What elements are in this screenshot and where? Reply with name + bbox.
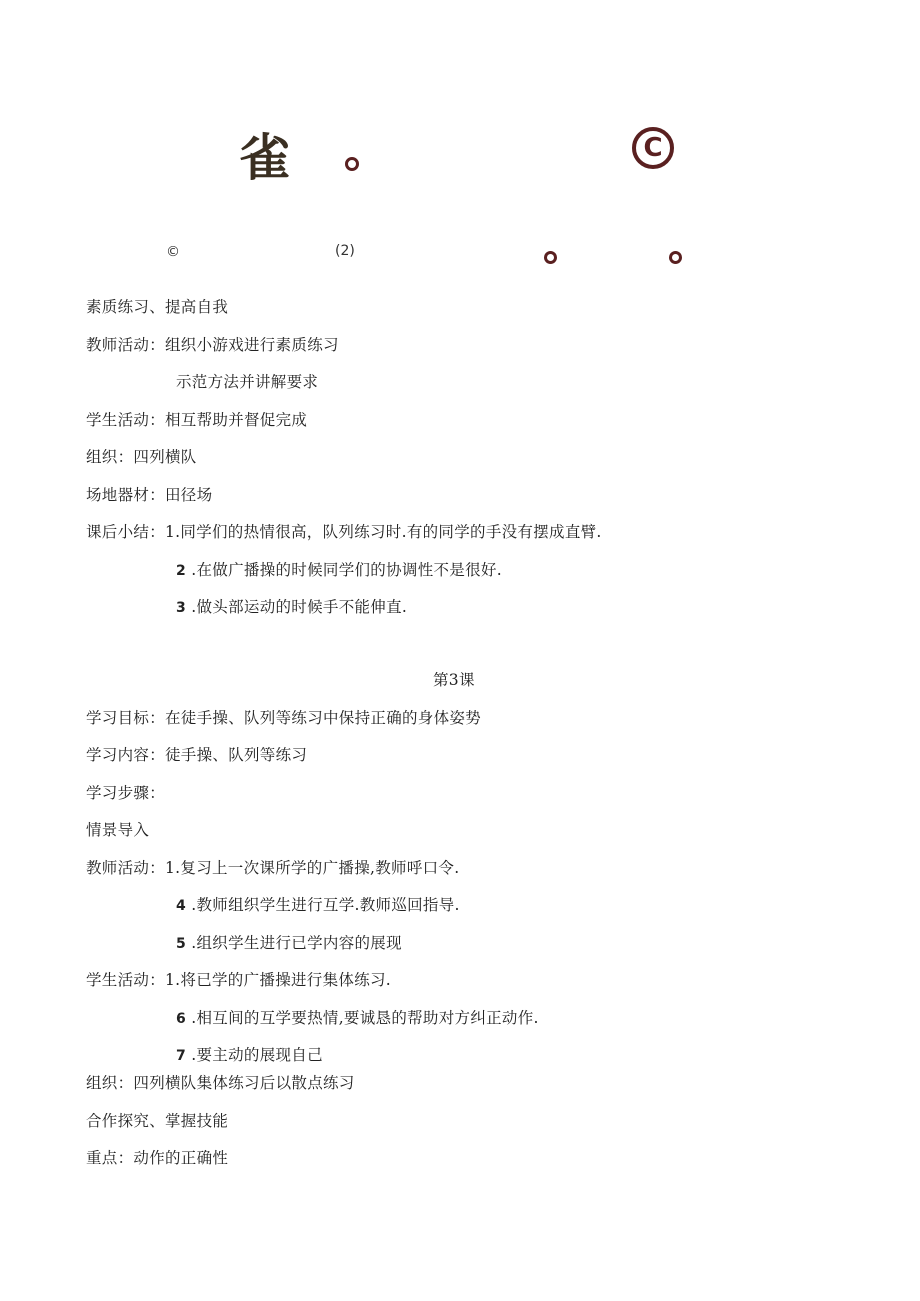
small-copyright-symbol: © — [166, 244, 180, 260]
summary-line-2 — [176, 560, 502, 581]
student-1: 1.将已学的广播操进行集体练习. — [165, 971, 392, 989]
ring-icon-1 — [544, 251, 557, 264]
scene-intro: 情景导入 — [86, 821, 150, 839]
summary-3-num: 3 — [176, 600, 187, 616]
learning-goal: 学习目标：在徒手操、队列等练习中保持正确的身体姿势 — [86, 709, 482, 727]
summary-label: 课后小结： — [86, 523, 166, 541]
student-activity-line-1 — [86, 970, 391, 990]
summary-2-num: 2 — [176, 563, 187, 579]
teacher-5-num: 5 — [176, 936, 187, 952]
summary-line-3 — [176, 597, 407, 618]
learning-content: 学习内容：徒手操、队列等练习 — [86, 746, 308, 764]
student-6: .相互间的互学要热情,要诚恳的帮助对方纠正动作. — [191, 1009, 539, 1027]
teacher-activity: 教师活动：组织小游戏进行素质练习 — [86, 336, 339, 354]
student-label: 学生活动： — [86, 971, 166, 989]
student-7-num: 7 — [176, 1048, 187, 1064]
teacher-1: 1.复习上一次课所学的广播操,教师呼口令. — [165, 859, 460, 877]
teacher-4-num: 4 — [176, 898, 187, 914]
student-activity-line-7 — [176, 1045, 323, 1066]
small-ring-icon — [345, 157, 359, 171]
summary-3: .做头部运动的时候手不能伸直. — [191, 598, 408, 616]
teacher-5: .组织学生进行已学内容的展现 — [191, 934, 402, 952]
summary-2: .在做广播操的时候同学们的协调性不是很好. — [191, 561, 502, 579]
teacher-activity-2: 示范方法并讲解要求 — [176, 373, 319, 391]
teacher-label: 教师活动： — [86, 859, 166, 877]
student-activity-line-6 — [176, 1008, 539, 1029]
large-character: 雀 — [240, 128, 290, 187]
summary-line-1 — [86, 522, 602, 542]
student-activity: 学生活动：相互帮助并督促完成 — [86, 411, 308, 429]
teacher-activity-line-1 — [86, 858, 459, 878]
lesson-title: 第3课 — [433, 671, 475, 689]
lesson3-organization: 组织：四列横队集体练习后以散点练习 — [86, 1074, 355, 1092]
teacher-activity-line-5 — [176, 933, 402, 954]
organization: 组织：四列横队 — [86, 448, 197, 466]
student-7: .要主动的展现自己 — [191, 1046, 323, 1064]
teacher-4: .教师组织学生进行互学.教师巡回指导. — [191, 896, 460, 914]
venue: 场地器材：田径场 — [86, 486, 213, 504]
paren-number: (2) — [335, 243, 355, 259]
learning-steps: 学习步骤： — [86, 784, 166, 802]
key-point: 重点：动作的正确性 — [86, 1149, 229, 1167]
ring-icon-2 — [669, 251, 682, 264]
student-6-num: 6 — [176, 1011, 187, 1027]
copyright-icon: C — [632, 127, 674, 169]
summary-1: 1.同学们的热情很高，队列练习时.有的同学的手没有摆成直臂. — [165, 523, 602, 541]
cooperate-heading: 合作探究、掌握技能 — [86, 1112, 229, 1130]
section-heading-quality: 素质练习、提高自我 — [86, 298, 229, 316]
teacher-activity-line-4 — [176, 895, 460, 916]
